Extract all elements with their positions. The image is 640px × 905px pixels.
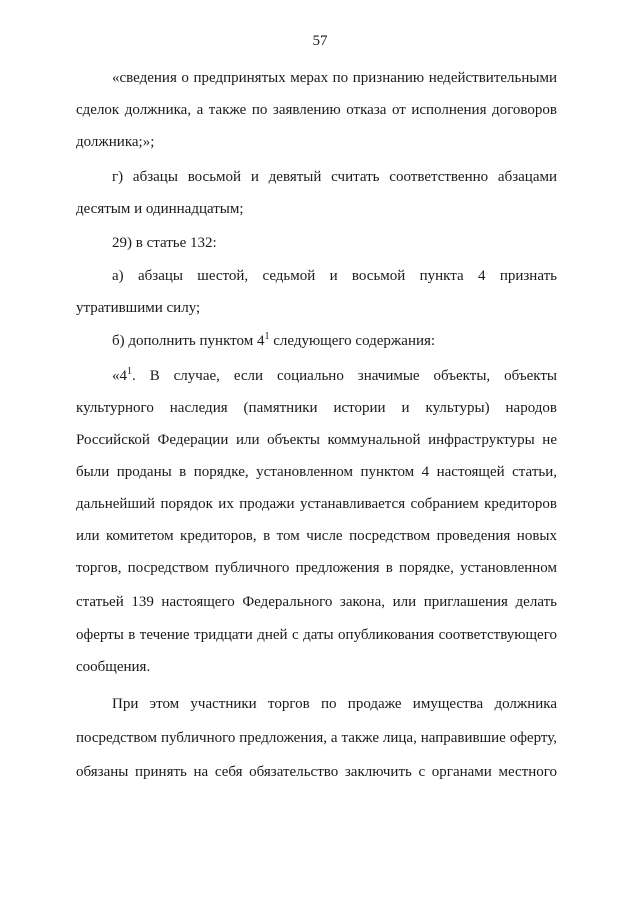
text-line-14: дальнейший порядок их продажи устанавливается собранием кредиторов (76, 496, 557, 512)
text-line-2: сделок должника, а также по заявлению отказа от исполнения договоров (76, 102, 557, 118)
text-line-1: «сведения о предпринятых мерах по признанию недействительными (112, 70, 557, 86)
text-line-6: 29) в статье 132: (112, 235, 217, 251)
text-line-9 (112, 332, 557, 350)
text-line-3: должника;»; (76, 134, 155, 150)
text-line-22: обязаны принять на себя обязательство заключить с органами местного (76, 764, 557, 780)
text-line-10 (112, 367, 557, 385)
text-line-8: утратившими силу; (76, 300, 201, 316)
text-line-5: десятым и одиннадцатым; (76, 201, 244, 217)
text-line-16: торгов, посредством публичного предложения в порядке, установленном (76, 560, 557, 576)
text-line-9-part-1: б) дополнить пунктом 4 (112, 333, 265, 349)
text-line-15: или комитетом кредиторов, в том числе посредством проведения новых (76, 528, 557, 544)
text-line-7: а) абзацы шестой, седьмой и восьмой пункта 4 признать (112, 268, 557, 284)
text-line-4: г) абзацы восьмой и девятый считать соответственно абзацами (112, 169, 557, 185)
text-line-19: сообщения. (76, 659, 151, 675)
text-line-20: При этом участники торгов по продаже имущества должника (112, 696, 557, 712)
text-line-13: были проданы в порядке, установленном пунктом 4 настоящей статьи, (76, 464, 557, 480)
page-number: 57 (312, 33, 328, 49)
text-line-10-start (112, 367, 132, 385)
text-line-10-part-1: «4 (112, 368, 127, 384)
text-line-21: посредством публичного предложения, а также лица, направившие оферту, (76, 730, 557, 746)
text-line-18: оферты в течение тридцати дней с даты опубликования соответствующего (76, 627, 557, 643)
superscript: 1 (264, 331, 270, 342)
text-line-9-part-2: следующего содержания: (269, 333, 436, 349)
text-line-10-part-2: . В случае, если социально значимые объекты, объекты (132, 368, 557, 384)
superscript: 1 (127, 366, 132, 377)
text-line-11: культурного наследия (памятники истории и культуры) народов (76, 400, 557, 416)
text-line-17: статьей 139 настоящего Федерального закона, или приглашения делать (76, 594, 557, 610)
text-line-12: Российской Федерации или объекты коммунальной инфраструктуры не (76, 432, 557, 448)
